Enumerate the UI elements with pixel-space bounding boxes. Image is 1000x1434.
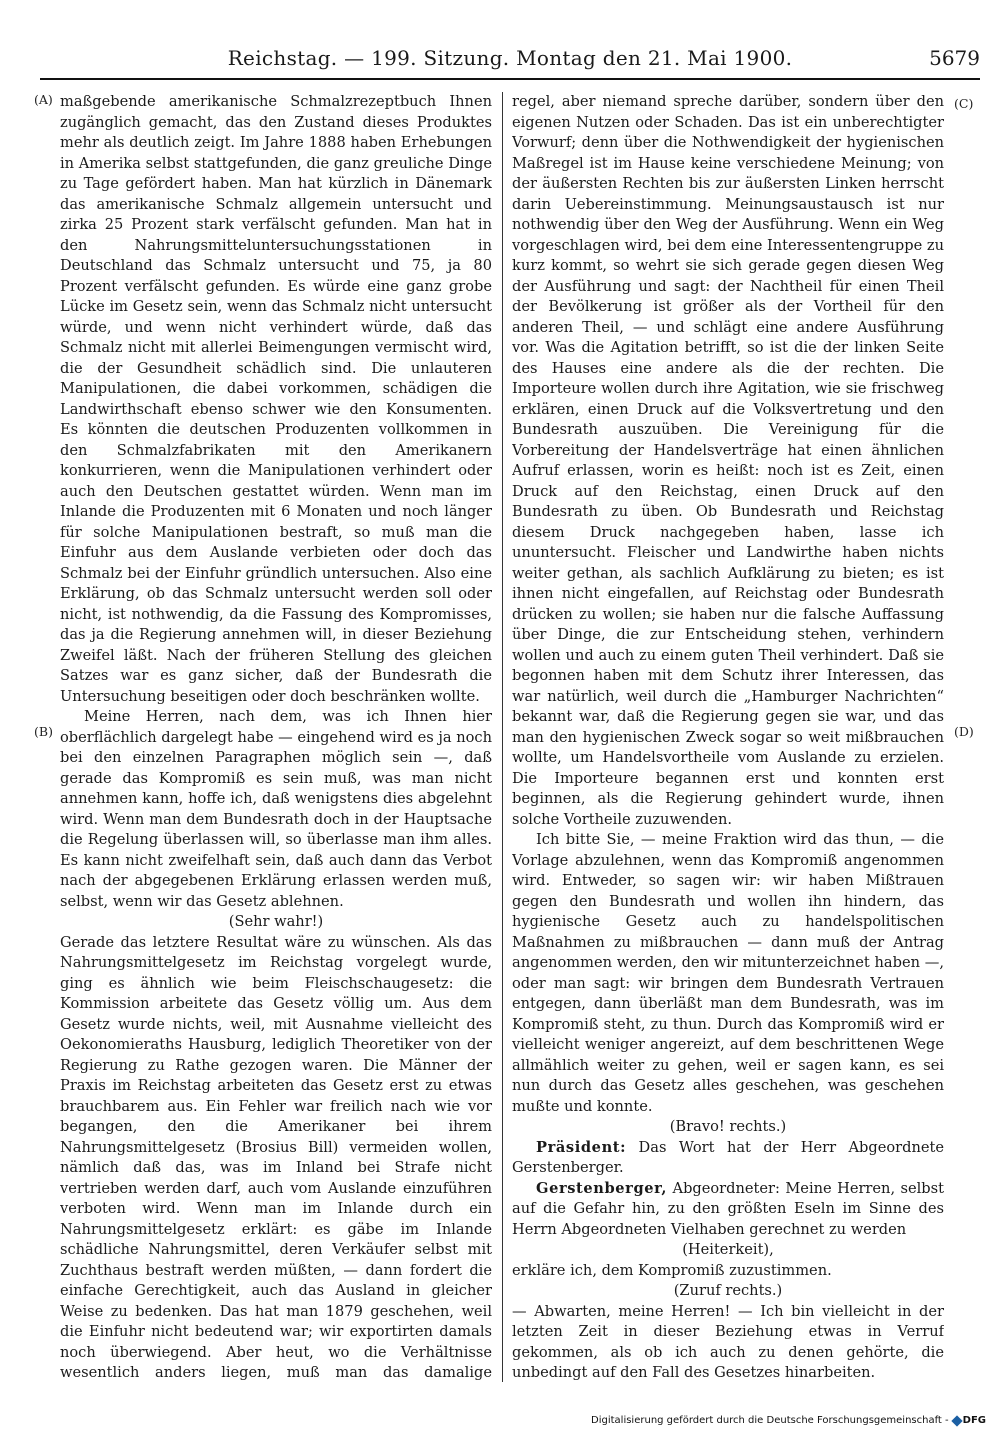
- interjection: (Sehr wahr!): [228, 913, 324, 930]
- interjection: (Bravo! rechts.): [669, 1118, 787, 1135]
- running-title: Reichstag. — 199. Sitzung. Montag den 21. Mai 1900.: [227, 46, 793, 70]
- page-number: 5679: [929, 46, 980, 70]
- paragraph: Ich bitte Sie, — meine Fraktion wird das thun, — die Vorlage abzulehnen, wenn das Kompromiß angenommen wird. Entweder, so sagen wir: wir haben Mißtrauen gegen den Bundesrath und wollen ihn hindern, das hygienische Gesetz auch zu handelspolitischen Maßnahmen zu mißbrauchen — dann muß der Antrag angenommen werden, den wir mitunterzeichnet haben —, oder man sagt: wir bringen dem Bundesrath Vertrauen entgegen, dann überläßt man dem Bundesrath, was im Kompromiß steht, zu thun. Durch das Kompromiß wird er vielleicht weniger angereizt, auf dem beschrittenen Wege allmählich weiter zu gehen, weil er sagen kann, es sei nun durch das Gesetz alles geschehen, was geschehen mußte und konnte.: [512, 831, 944, 1115]
- paragraph: erkläre ich, dem Kompromiß zuzustimmen.: [512, 1261, 832, 1279]
- column-divider: [502, 92, 503, 1382]
- digitization-footer: [591, 1415, 986, 1426]
- left-column: [60, 92, 492, 1382]
- page-header: [40, 46, 980, 74]
- speech-text: Das Wort hat der Herr Abgeordnete Gerstenberger.: [512, 1138, 944, 1176]
- paragraph: Meine Herren, nach dem, was ich Ihnen hier oberflächlich dargelegt habe — eingehend wird es ja noch bei den einzelnen Paragraphen möglich sein —, daß gerade das Kompromiß es sein muß, was man nicht annehmen kann, hoffe ich, daß wenigstens dies abgelehnt wird. Wenn man dem Bundesrath doch in der Hauptsache die Regelung überlassen will, so überlasse man ihm alles. Es kann nicht zweifelhaft sein, daß auch dann das Verbot nach der abgegebenen Erklärung erlassen werden muß, selbst, wenn wir das Gesetz ablehnen.: [60, 708, 492, 910]
- interjection: (Zuruf rechts.): [673, 1282, 783, 1299]
- paragraph: maßgebende amerikanische Schmalzrezeptbuch Ihnen zugänglich gemacht, das den Zustand dieses Produktes mehr als deutlich zeigt. Im Jahre 1888 haben Erhebungen in Amerika selbst stattgefunden, die ganz greuliche Dinge zu Tage gefördert haben. Man hat kürzlich in Dänemark das amerikanische Schmalz allgemein untersucht und zirka 25 Prozent stark verfälscht gefunden. Man hat in den Nahrungsmitteluntersuchungsstationen in Deutschland das Schmalz untersucht und 75, ja 80 Prozent verfälscht gefunden. Es würde eine ganz grobe Lücke im Gesetz sein, wenn das Schmalz nicht untersucht würde, und wenn nicht verhindert würde, daß das Schmalz nicht mit allerlei Beimengungen vermischt wird, die der Gesundheit schädlich sind. Die unlauteren Manipulationen, die dabei vorkommen, schädigen die Landwirthschaft ebenso schwer wie den Konsumenten. Es könnten die deutschen Produzenten vollkommen in den Schmalzfabrikaten mit den Amerikanern konkurrieren, wenn die Manipulationen verhindert oder auch den Deutschen gestattet würden. Wenn man im Inlande die Produzenten mit 6 Monaten und noch länger für solche Manipulationen bestraft, so muß man die Einfuhr aus dem Auslande verbieten oder doch das Schmalz bei der Einfuhr gründlich untersuchen. Also eine Erklärung, ob das Schmalz untersucht werden soll oder nicht, ist nothwendig, da die Fassung des Kompromisses, das ja die Regierung annehmen will, in dieser Beziehung Zweifel läßt. Nach der früheren Stellung des gleichen Satzes war es ganz sicher, daß der Bundesrath die Untersuchung beseitigen oder doch beschränken wollte.: [60, 93, 492, 705]
- header-rule: [40, 78, 980, 80]
- margin-mark-a: (A): [34, 92, 53, 107]
- speaker-name: Gerstenberger,: [536, 1179, 668, 1197]
- margin-mark-d: (D): [954, 724, 974, 739]
- interjection: (Heiterkeit),: [682, 1241, 774, 1258]
- margin-mark-c: (C): [954, 96, 974, 111]
- dfg-diamond-icon: [951, 1415, 962, 1426]
- speaker-paragraph: [512, 1138, 944, 1179]
- dfg-logo-text: DFG: [962, 1415, 986, 1426]
- paragraph: — Abwarten, meine Herren! — Ich bin vielleicht in der letzten Zeit in dieser Beziehung etwas in Verruf gekommen, als ob ich auch zu denen gehörte, die unbedingt auf den Fall des Gesetzes hinarbeiten.: [512, 1302, 944, 1381]
- dfg-logo: [953, 1415, 986, 1426]
- margin-mark-b: (B): [34, 724, 53, 739]
- right-column: [512, 92, 944, 1382]
- footer-text: Digitalisierung gefördert durch die Deutsche Forschungsgemeinschaft -: [591, 1415, 949, 1426]
- speech-text: Abgeordneter: Meine Herren, selbst auf die Gefahr hin, zu den größten Eseln im Sinne des Herrn Abgeordneten Vielhaben gerechnet zu werden: [512, 1179, 944, 1238]
- paragraph: Gerade das letztere Resultat wäre zu wünschen. Als das Nahrungsmittelgesetz im Reichstag vorgelegt wurde, ging es ähnlich wie beim Fleischschaugesetz: die Kommission arbeitete das Gesetz völlig um. Aus dem Gesetz wurde nichts, weil, mit Ausnahme vielleicht des Oekonomieraths Hausburg, lediglich Theoretiker von der Regierung zu Rathe gezogen waren. Die Männer der Praxis im Reichstag arbeiteten das Gesetz erst zu etwas brauchbarem aus. Ein Fehler war freilich nach wie vor begangen, den die Amerikaner bei ihrem Nahrungsmittelgesetz (Brosius Bill) vermeiden wollen, nämlich daß das, was im Inland bei Strafe nicht vertrieben werden darf, auch vom Auslande einzuführen verboten wird. Wenn man im Inlande durch ein Nahrungsmittelgesetz erklärt: es gäbe im Inlande schädliche Nahrungsmittel, deren Verkäufer selbst mit Zuchthaus bestraft werden müßten, — dann fordert die einfache Gerechtigkeit, auch das Ausland in gleicher Weise zu bedenken. Das hat man 1879 geschehen, weil die Einfuhr nicht bedeutend war; wir exportirten damals noch überwiegend. Aber heut, wo die Verhältnisse wesentlich anders liegen, muß man das damalige: [60, 933, 492, 1381]
- paragraph: regel, aber niemand spreche darüber, sondern über den eigenen Nutzen oder Schaden. Das ist ein unberechtigter Vorwurf; denn über die Nothwendigkeit der hygienischen Maßregel ist im Hause keine verschiedene Meinung; von der äußersten Rechten bis zur äußersten Linken herrscht darin Uebereinstimmung. Meinungsaustausch ist nur nothwendig über den Weg der Ausführung. Wenn ein Weg vorgeschlagen wird, bei dem eine Interessentengruppe zu kurz kommt, so wehrt sie sich gerade gegen diesen Weg der Ausführung und sagt: der Nachtheil für einen Theil der Bevölkerung ist größer als der Vortheil für den anderen Theil, — und schlägt eine andere Ausführung vor. Was die Agitation betrifft, so ist die der linken Seite des Hauses eine andere als die der rechten. Die Importeure wollen durch ihre Agitation, wie sie frischweg erklären, einen Druck auf die Volksvertretung und den Bundesrath auszuüben. Die Vereinigung für die Vorbereitung der Handelsverträge hat einen ähnlichen Aufruf erlassen, worin es heißt: noch ist es Zeit, einen Druck auf den Reichstag, einen Druck auf den Bundesrath zu üben. Ob Bundesrath und Reichstag diesem Druck nachgegeben haben, lasse ich ununtersucht. Fleischer und Landwirthe haben nichts weiter gethan, als sachlich Aufklärung zu bieten; es ist ihnen nicht eingefallen, auf Reichstag oder Bundesrath drücken zu wollen; sie haben nur die falsche Auffassung über Dinge, die zur Entscheidung stehen, verhindern wollen und auch zu einem guten Theil verhindert. Daß sie begonnen haben mit dem Schutz ihrer Interessen, das war natürlich, weil durch die „Hamburger Nachrichten“ bekannt war, daß die Regierung gegen sie war, und das man den hygienischen Zweck sogar so weit mißbrauchen wollte, um Handelsvortheile vom Auslande zu erzielen. Die Importeure begannen erst und konnten erst beginnen, als die Regierung gehindert wurde, ihnen solche Vortheile zuzuwenden.: [512, 93, 944, 828]
- speaker-name: Präsident:: [536, 1138, 627, 1156]
- speaker-paragraph: [512, 1179, 944, 1241]
